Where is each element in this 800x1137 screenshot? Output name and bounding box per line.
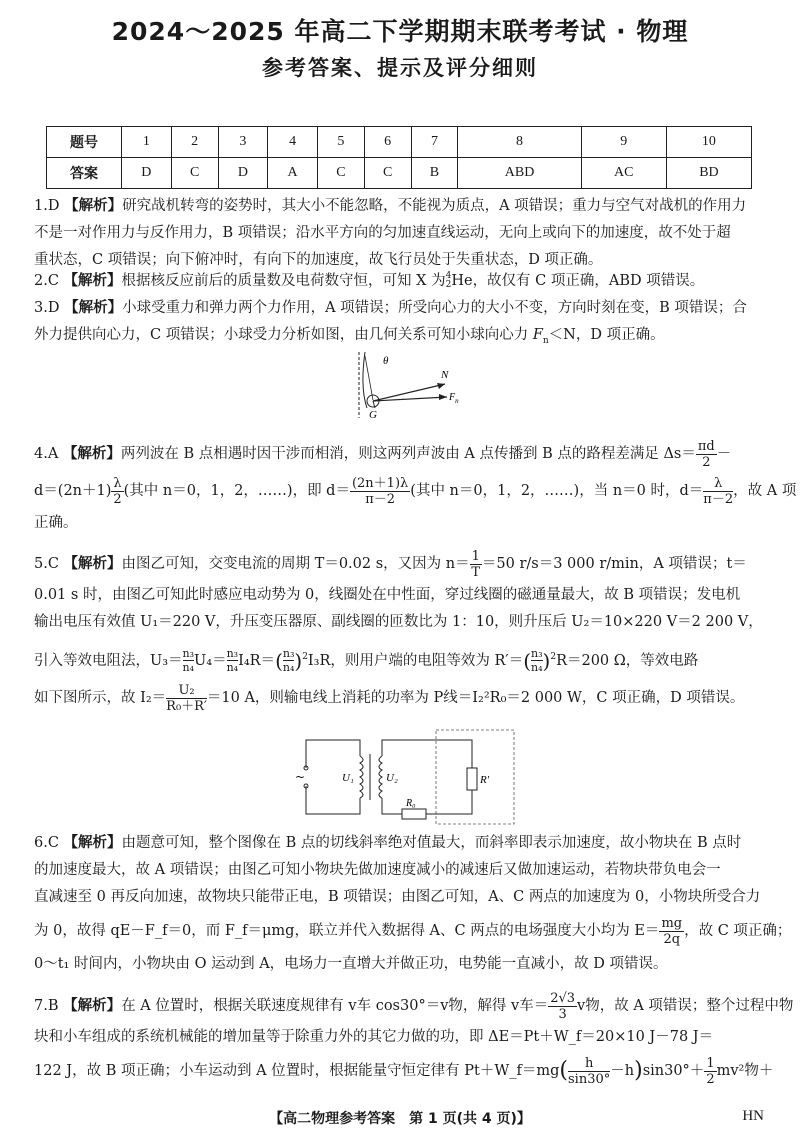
text-line: v物，故 A 项错误；整个过程中物 — [577, 998, 794, 1014]
text-line: 为 0，故得 qE－F_f＝0，而 F_f＝μmg，联立并代入数据得 A、C 两点的电场强度大小均为 E＝ — [34, 923, 660, 939]
answer-4 — [34, 436, 797, 537]
answer-7: 7.B 【解析】在 A 位置时，根据关联速度规律有 v车 cos30°＝v物，解得 v车＝ $\frac{2√3}{3}$ v物，故 A 项错误；整个过程中物 块和小车组成的系统机械能的增加量等于除重力外的其它力做的功，即 ΔE＝Pt＋W_f＝20×10 J－78 J＝ 122 J，故 B 项正确；小车运动到 A 位置时，根据能量守恒定律有 Pt＋W_f＝mg( $\frac{h}{\sin 30^\circ}$ －h)sin30°＋ $\frac{1}{2}$ mv²物＋ — [34, 990, 794, 1087]
force-subscript: n — [542, 335, 549, 346]
numerator: n₃ — [531, 647, 543, 661]
analysis-tag: 【解析】 — [64, 198, 123, 214]
page-title: 2024～2025 年高二下学期期末联考考试 · 物理 — [111, 17, 689, 46]
gravity-label: G — [369, 409, 377, 420]
text-line: 小球受重力和弹力两个力作用，A 项错误；所受向心力的大小不变，方向时刻在变，B 项错误；合 — [122, 300, 747, 316]
table-cell: 1 — [122, 127, 172, 158]
table-cell: 10 — [666, 127, 751, 158]
text-line: I₃R，则用户端的电阻等效为 R′＝ — [307, 652, 524, 669]
text-line: 外力提供向心力，C 项错误；小球受力分析如图，由几何关系可知小球向心力 — [34, 327, 533, 343]
fraction — [548, 991, 577, 1022]
table-cell: D — [122, 158, 172, 189]
text-line: d＝(2n＋1) — [34, 483, 112, 499]
table-row-answers — [47, 158, 752, 189]
table-cell: 6 — [364, 127, 411, 158]
answer-2 — [34, 268, 770, 295]
question-number: 7.B — [34, 998, 59, 1014]
denominator: 2q — [663, 931, 681, 947]
text-line: 122 J，故 B 项正确；小车运动到 A 位置时，根据能量守恒定律有 Pt＋W_f＝mg — [34, 1063, 560, 1079]
fraction — [703, 476, 733, 507]
denominator: 2 — [113, 491, 122, 507]
text-line: I₄R＝ — [238, 652, 276, 669]
fraction — [350, 476, 410, 507]
numerator: πd — [697, 438, 715, 454]
analysis-tag: 【解析】 — [63, 998, 122, 1014]
denominator: sin30° — [568, 1071, 611, 1087]
fraction — [283, 647, 295, 674]
table-cell: B — [411, 158, 458, 189]
region-code: HN — [742, 1108, 764, 1124]
question-number: 3.D — [34, 300, 60, 316]
text-line: ＝50 r/s＝3 000 r/min，A 项错误；t＝ — [481, 556, 747, 572]
page-footer: 【高二物理参考答案 第 1 页(共 4 页)】 — [269, 1111, 531, 1127]
denominator: n₄ — [182, 661, 195, 675]
text-line: sin30°＋ — [642, 1063, 705, 1079]
text-line: U₄＝ — [194, 652, 227, 669]
text-line: 根据核反应前后的质量数及电荷数守恒，可知 X 为 — [121, 273, 446, 289]
fraction — [470, 549, 482, 580]
text-line: 重状态，C 项错误；向下俯冲时，有向下的加速度，故飞行员处于失重状态，D 项正确。 — [34, 252, 603, 268]
analysis-tag: 【解析】 — [63, 835, 122, 851]
text-line: 由题意可知，整个图像在 B 点的切线斜率绝对值最大，而斜率即表示加速度，故小物块在 B 点时 — [121, 835, 742, 851]
text-line: 引入等效电阻法，U₃＝ — [34, 652, 183, 669]
page-subtitle: 参考答案、提示及评分细则 — [262, 56, 538, 80]
table-cell: 4 — [268, 127, 318, 158]
analysis-tag: 【解析】 — [63, 273, 122, 289]
text-line: mv²物＋ — [716, 1063, 774, 1079]
fn-sub: n — [455, 397, 459, 405]
fraction — [166, 683, 207, 714]
text-line: (其中 n＝0，1，2，……)，即 d＝ — [123, 483, 350, 499]
fraction — [696, 439, 717, 470]
text-line: －h — [610, 1063, 635, 1079]
numerator: n₃ — [226, 647, 239, 661]
text-line: 正确。 — [34, 515, 78, 531]
question-number: 2.C — [34, 273, 59, 289]
table-cell: C — [317, 158, 364, 189]
force-symbol: F — [532, 327, 543, 343]
numerator: h — [568, 1056, 610, 1072]
question-number: 6.C — [34, 835, 59, 851]
fraction — [704, 1056, 716, 1087]
text-line: 直减速至 0 再反向加速，故物块只能带正电，B 项错误；由图乙可知，A、C 两点的加速度为 0，小物块所受合力 — [34, 889, 761, 905]
centripetal-force-label — [448, 392, 459, 405]
question-number: 4.A — [34, 446, 59, 462]
answer-1 — [34, 193, 770, 274]
denominator: 2 — [702, 454, 711, 470]
analysis-tag: 【解析】 — [64, 300, 123, 316]
numerator: 1 — [471, 548, 480, 564]
table-cell: 3 — [218, 127, 268, 158]
table-cell: C — [364, 158, 411, 189]
fn-letter: F — [449, 392, 456, 403]
text-line: 两列波在 B 点相遇时因干涉而相消，则这两列声波由 A 点传播到 B 点的路程差满足 Δs＝ — [120, 446, 696, 462]
exponent: 2 — [550, 652, 557, 662]
numerator: n₃ — [182, 647, 195, 661]
text-line: ，故仅有 C 项正确，ABD 项错误。 — [472, 273, 705, 289]
text-line: 块和小车组成的系统机械能的增加量等于除重力外的其它力做的功，即 ΔE＝Pt＋W_f＝20×10 J－78 J＝ — [34, 1029, 714, 1045]
mass-number: 4 — [445, 271, 452, 281]
text-line: 由图乙可知，交变电流的周期 T＝0.02 s，又因为 n＝ — [121, 556, 470, 572]
table-cell: AC — [581, 158, 666, 189]
text-line: 如下图所示，故 I₂＝ — [34, 690, 167, 706]
analysis-tag: 【解析】 — [62, 446, 121, 462]
numerator: U₂ — [166, 683, 207, 699]
table-header-number: 题号 — [47, 127, 122, 158]
table-cell: 8 — [458, 127, 581, 158]
text-line: － — [716, 446, 732, 462]
denominator: n₄ — [282, 661, 295, 675]
denominator: π－2 — [703, 491, 734, 507]
text-line: ＜N，D 项正确。 — [548, 327, 665, 343]
numerator: λ — [703, 476, 733, 492]
denominator: R₀＋R′ — [166, 698, 207, 714]
answer-3 — [34, 295, 770, 355]
table-cell: ABD — [458, 158, 581, 189]
fraction — [659, 916, 684, 947]
u1-label: U₁ — [342, 772, 354, 784]
numerator: 1 — [706, 1055, 715, 1071]
question-number: 1.D — [34, 198, 60, 214]
answer-6 — [34, 830, 792, 978]
text-line: 0.01 s 时，由图乙可知此时感应电动势为 0，线圈处在中性面，穿过线圈的磁通量最大，故 B 项错误；发电机 — [34, 587, 741, 603]
fraction — [111, 476, 123, 507]
answer-5: 5.C 【解析】由图乙可知，交变电流的周期 T＝0.02 s，又因为 n＝ $\frac{1}{T}$ ＝50 r/s＝3 000 r/min，A 项错误；t＝ 0.01 s 时，由图乙可知此时感应电动势为 0，线圈处在中性面，穿过线圈的磁通量最大，故 B 项错误；发电机 输出电压有效值 U₁＝220 V，升压变压器原、副线圈的匝数比为 1：10，则升压后 U₂＝10×220 V＝2 200 V， 引入等效电阻法，U₃＝ $\frac{\text{n₃}}{\text{n₄}}$ U₄＝ $\frac{\text{n₃}}{\text{n₄}}$ I₄R＝( $\frac{\text{n₃}}{\text{n₄}}$ )$^2$I₃R，则用户端的电阻等效为 R′＝( $\frac{\text{n₃}}{\text{n₄}}$ )$^2$R＝200 Ω，等效电路 如下图所示，故 I₂＝ $\frac{\text{U₂}}{\text{R₀＋R′}}$ ＝10 A，则输电线上消耗的功率为 P线＝I₂²R₀＝2 000 W，C 项正确，D 项错误。 — [34, 546, 770, 718]
denominator: π－2 — [365, 491, 396, 507]
denominator: T — [471, 564, 481, 580]
answer-table — [46, 126, 752, 189]
force-diagram — [345, 348, 475, 420]
text-line: 在 A 位置时，根据关联速度规律有 v车 cos30°＝v物，解得 v车＝ — [121, 998, 549, 1014]
numerator: (2n＋1)λ — [351, 475, 409, 491]
text-line: 0～t₁ 时间内，小物块由 O 运动到 A，电场力一直增大并做正功，电势能一直减小，故 D 项错误。 — [34, 956, 668, 972]
text-line: R＝200 Ω，等效电路 — [556, 652, 699, 669]
atomic-number: 2 — [445, 280, 452, 290]
table-cell: 2 — [171, 127, 218, 158]
table-cell: D — [218, 158, 268, 189]
denominator: n₄ — [531, 661, 543, 675]
table-cell: C — [171, 158, 218, 189]
element-symbol: He — [451, 273, 473, 289]
normal-force-label: N — [441, 369, 449, 381]
text-line: 输出电压有效值 U₁＝220 V，升压变压器原、副线圈的匝数比为 1：10，则升压后 U₂＝10×220 V＝2 200 V， — [34, 614, 763, 630]
table-cell: 5 — [317, 127, 364, 158]
text-line: 研究战机转弯的姿势时，其大小不能忽略，不能视为质点，A 项错误；重力与空气对战机的作用力 — [122, 198, 747, 214]
table-cell: 9 — [581, 127, 666, 158]
fraction — [227, 647, 239, 674]
table-cell: 7 — [411, 127, 458, 158]
fraction — [183, 647, 195, 674]
text-line: (其中 n＝0，1，2，……)，当 n＝0 时，d＝ — [410, 483, 704, 499]
text-line: ，故 C 项正确； — [684, 923, 792, 939]
analysis-tag: 【解析】 — [63, 556, 122, 572]
numerator: mg — [661, 915, 683, 931]
r-prime-label: R′ — [480, 774, 490, 786]
numerator: λ — [113, 475, 122, 491]
question-number: 5.C — [34, 556, 59, 572]
u2-label: U₂ — [386, 772, 398, 784]
table-header-answer: 答案 — [47, 158, 122, 189]
table-row-numbers — [47, 127, 752, 158]
denominator: 2 — [706, 1071, 715, 1087]
denominator: 3 — [558, 1006, 567, 1022]
text-line: ，故 A 项 — [733, 483, 797, 499]
fraction — [568, 1056, 610, 1087]
text-line: 不是一对作用力与反作用力，B 项错误；沿水平方向的匀加速直线运动，无向上或向下的加速度，故不处于超 — [34, 225, 731, 241]
denominator: n₄ — [226, 661, 239, 675]
equivalent-circuit — [290, 728, 520, 828]
ac-source-label: ~ — [295, 770, 306, 784]
fraction — [531, 647, 543, 674]
table-cell: A — [268, 158, 318, 189]
r0-label: R₀ — [406, 798, 416, 809]
numerator: n₃ — [282, 647, 295, 661]
exponent: 2 — [302, 652, 308, 662]
table-cell: BD — [666, 158, 751, 189]
text-line: 的加速度最大，故 A 项错误；由图乙可知小物块先做加速度减小的减速后又做加速运动，若物块带负电会一 — [34, 862, 721, 878]
numerator: 2√3 — [550, 990, 576, 1006]
theta-label: θ — [383, 355, 389, 367]
text-line: ＝10 A，则输电线上消耗的功率为 P线＝I₂²R₀＝2 000 W，C 项正确，D 项错误。 — [206, 690, 745, 706]
